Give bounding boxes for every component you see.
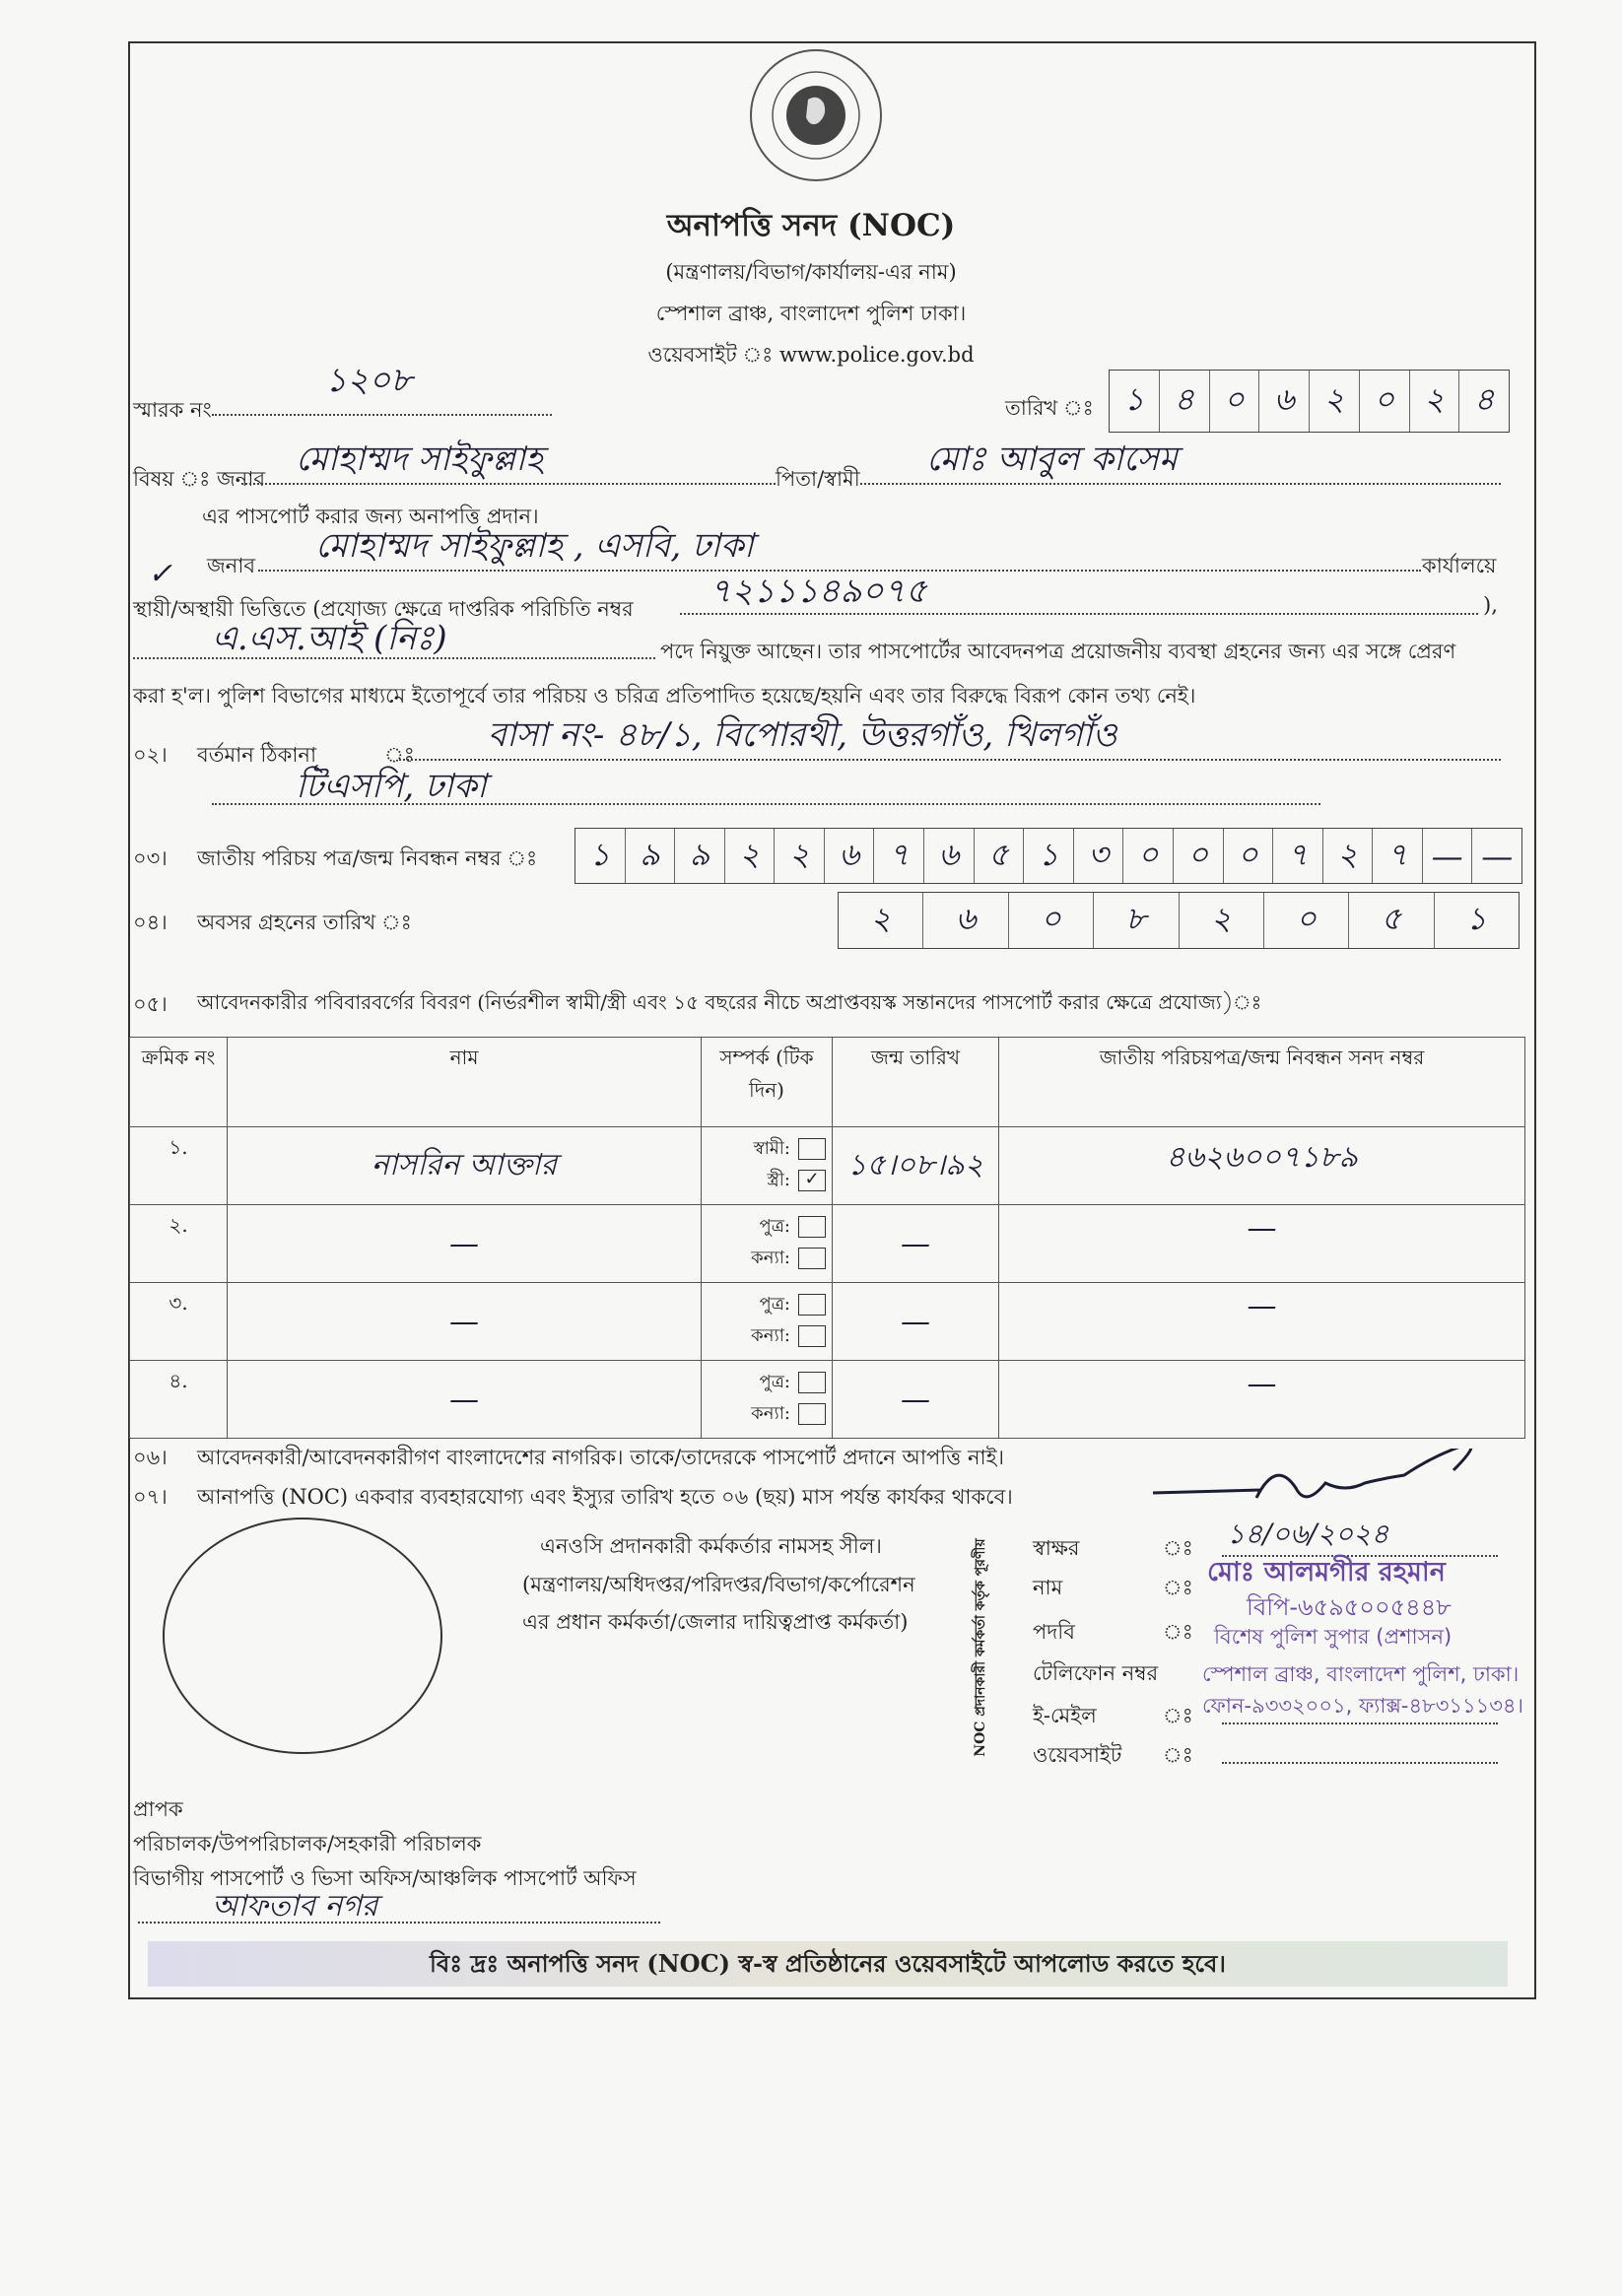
- office-value: মোহাম্মদ সাইফুল্লাহ , এসবি, ঢাকা: [315, 526, 754, 566]
- dob: —: [833, 1205, 999, 1283]
- digit-box: ৭: [1373, 829, 1423, 883]
- subject-label: বিষয় ঃ জনাব: [133, 467, 266, 491]
- dob: ১৫।০৮।৯২: [833, 1127, 999, 1205]
- office-suffix: কার্যালয়ে: [1422, 554, 1497, 577]
- father-label: পিতা/স্বামী: [776, 463, 860, 498]
- digit-box: ২: [839, 893, 923, 948]
- seal-line-1: এনওসি প্রদানকারী কর্মকর্তার নামসহ সীল।: [540, 1534, 882, 1558]
- member-name: —: [228, 1361, 702, 1439]
- col-name: নাম: [228, 1038, 702, 1127]
- website-line-field: [1222, 1762, 1498, 1764]
- relation-2-checkbox[interactable]: ✓: [798, 1170, 826, 1191]
- digit-box: ২: [1410, 371, 1460, 432]
- digit-box: ৭: [1273, 829, 1323, 883]
- dob: —: [833, 1283, 999, 1361]
- post-value: এ.এস.আই (নিঃ): [212, 619, 447, 658]
- issue-date-boxes: [1109, 370, 1510, 433]
- digit-box: ১: [1465, 900, 1487, 937]
- seal-line-2: (মন্ত্রণালয়/অধিদপ্তর/পরিদপ্তর/বিভাগ/কর্পোরেশন: [522, 1573, 915, 1596]
- digit-box: ৯: [675, 829, 725, 883]
- signature-label: স্বাক্ষর: [1033, 1536, 1080, 1560]
- clause-06-num: ০৬।: [133, 1446, 168, 1469]
- phone-label: টেলিফোন নম্বর: [1033, 1661, 1159, 1685]
- relation-1-checkbox[interactable]: [798, 1216, 826, 1238]
- date-label: তারিখ ঃ: [1005, 396, 1094, 420]
- member-name: নাসরিন আক্তার: [228, 1127, 702, 1205]
- stamp-phone: ফোন-৯৩৩২০০১, ফ্যাক্স-৪৮৩১১১৩৪।: [1202, 1694, 1524, 1718]
- col-nid: জাতীয় পরিচয়পত্র/জন্ম নিবন্ধন সনদ নম্বর: [999, 1038, 1525, 1127]
- basis-text: স্থায়ী/অস্থায়ী ভিত্তিতে (প্রযোজ্য ক্ষেত্রে দাপ্তরিক পরিচিতি নম্বর: [133, 597, 634, 621]
- seal-circle: [163, 1518, 442, 1754]
- digit-box: ০: [1360, 371, 1410, 432]
- digit-box: —: [1481, 837, 1514, 875]
- member-nid: ৪৬২৬০০৭১৮৯: [999, 1127, 1525, 1205]
- ministry-placeholder: (মন্ত্রণালয়/বিভাগ/কার্যালয়-এর নাম): [665, 260, 957, 284]
- name-label: নাম: [1033, 1576, 1063, 1599]
- memo-number: ১২০৮: [325, 361, 413, 400]
- recipient-title: পরিচালক/উপপরিচালক/সহকারী পরিচালক: [133, 1832, 482, 1856]
- document-title: অনাপত্তি সনদ (NOC): [666, 208, 956, 243]
- digit-box: ০: [1224, 829, 1274, 883]
- digit-box: ০: [1009, 893, 1094, 948]
- website-label: ওয়েবসাইট: [1033, 1743, 1122, 1767]
- stamp-name: মোঃ আলমগীর রহমান: [1207, 1557, 1446, 1587]
- relation-2-checkbox[interactable]: [798, 1248, 826, 1269]
- address-label: বর্তমান ঠিকানা: [197, 743, 317, 767]
- email-label: ই-মেইল: [1033, 1704, 1097, 1727]
- serial: ২.: [130, 1205, 228, 1283]
- relation-1-checkbox[interactable]: [798, 1294, 826, 1316]
- digit-box: ১: [1024, 829, 1074, 883]
- relation-2-checkbox[interactable]: [798, 1403, 826, 1425]
- table-row: [130, 1361, 1525, 1439]
- digit-box: ৯: [626, 829, 676, 883]
- relation-2-label: কন্যা:: [751, 1325, 790, 1346]
- colon: ঃ: [1163, 1704, 1193, 1727]
- digit-box: ৬: [1259, 371, 1310, 432]
- colon: ঃ: [1163, 1576, 1193, 1599]
- stamp-bp: বিপি-৬৫৯৫০০৫৪৪৮: [1247, 1593, 1452, 1621]
- government-emblem: [745, 44, 887, 186]
- relation-1-checkbox[interactable]: [798, 1138, 826, 1160]
- digit-box: ১: [575, 829, 626, 883]
- office-name: স্পেশাল ব্রাঞ্চ, বাংলাদেশ পুলিশ ঢাকা।: [655, 302, 967, 325]
- digit-box: ৮: [1094, 893, 1179, 948]
- relation-2-label: কন্যা:: [751, 1248, 790, 1268]
- digit-box: ৪: [1473, 380, 1495, 418]
- official-id: ৭২১১১৪৯০৭৫: [710, 572, 927, 611]
- digit-box: ৭: [874, 829, 924, 883]
- clause-07-text: আনাপত্তি (NOC) একবার ব্যবহারযোগ্য এবং ইস্যুর তারিখ হতে ০৬ (ছয়) মাস পর্যন্ত কার্যকর থাকবে।: [197, 1485, 1013, 1509]
- colon: ঃ: [1163, 1620, 1193, 1644]
- table-row: [130, 1283, 1525, 1361]
- member-nid: —: [999, 1361, 1525, 1439]
- digit-box: ০: [1264, 893, 1349, 948]
- digit-box: ৫: [1349, 893, 1434, 948]
- post-text: পদে নিয়ুক্ত আছেন। তার পাসপোর্টের আবেদনপত্র প্রয়োজনীয় ব্যবস্থা গ্রহনের জন্য এর সঙ্গে প্রেরণ: [660, 640, 1456, 663]
- table-row: [130, 1127, 1525, 1205]
- check-mark: ✓: [148, 557, 173, 591]
- memo-line: [212, 414, 552, 416]
- website-line: ওয়েবসাইট ঃ www.police.gov.bd: [647, 343, 975, 367]
- digit-box: ১: [1110, 371, 1160, 432]
- colon: ঃ: [1163, 1536, 1193, 1560]
- janab-label: জনাব: [207, 554, 256, 577]
- retire-label: অবসর গ্রহনের তারিখ ঃ: [197, 911, 412, 934]
- dob: —: [833, 1361, 999, 1439]
- digit-box: ৬: [923, 893, 1008, 948]
- footer-note: বিঃ দ্রঃ অনাপত্তি সনদ (NOC) স্ব-স্ব প্রতিষ্ঠানের ওয়েবসাইটে আপলোড করতে হবে।: [148, 1941, 1508, 1987]
- col-relation: সম্পর্ক (টিক দিন): [702, 1038, 833, 1127]
- digit-box: ০: [1174, 829, 1224, 883]
- nid-boxes: [574, 828, 1522, 884]
- retire-num: ০৪।: [133, 911, 168, 934]
- signature-date: ১৪/০৬/২০২৪: [1227, 1518, 1389, 1550]
- digit-box: ০: [1123, 829, 1174, 883]
- stamp-office: স্পেশাল ব্রাঞ্চ, বাংলাদেশ পুলিশ, ঢাকা।: [1202, 1662, 1520, 1686]
- clause-07-num: ০৭।: [133, 1485, 168, 1509]
- relation-2-label: স্ত্রী:: [767, 1170, 790, 1190]
- serial: ৩.: [130, 1283, 228, 1361]
- vertical-note: NOC প্রদানকারী কর্মকর্তা কর্তৃক পূরণীয়: [973, 1538, 988, 1757]
- digit-box: ৩: [1074, 829, 1124, 883]
- relation-1-label: পুত্র:: [759, 1216, 790, 1237]
- relation-1-label: পুত্র:: [759, 1372, 790, 1392]
- member-name: —: [228, 1283, 702, 1361]
- digit-box: ২: [1323, 829, 1374, 883]
- col-serial: ক্রমিক নং: [130, 1038, 228, 1127]
- digit-box: ৬: [825, 829, 875, 883]
- nid-label: জাতীয় পরিচয় পত্র/জন্ম নিবন্ধন নম্বর ঃ: [197, 846, 538, 870]
- seal-line-3: এর প্রধান কর্মকর্তা/জেলার দায়িত্বপ্রাপ্ত কর্মকর্তা): [522, 1610, 909, 1634]
- digit-box: ২: [725, 829, 776, 883]
- relation-1-checkbox[interactable]: [798, 1372, 826, 1393]
- clause-06-text: আবেদনকারী/আবেদনকারীগণ বাংলাদেশের নাগরিক। তাকে/তাদেরকে পাসপোর্ট প্রদানে আপত্তি নাই।: [197, 1446, 1005, 1469]
- relation-2-checkbox[interactable]: [798, 1325, 826, 1347]
- relation-1-label: পুত্র:: [759, 1294, 790, 1315]
- table-row: [130, 1205, 1525, 1283]
- memo-label: স্মারক নং: [133, 398, 212, 422]
- digit-box: ৫: [975, 829, 1025, 883]
- recipient-office: বিভাগীয় পাসপোর্ট ও ভিসা অফিস/আঞ্চলিক পাসপোর্ট অফিস: [133, 1866, 637, 1890]
- basis-end: ),: [1483, 593, 1498, 617]
- digit-box: ২: [1180, 893, 1264, 948]
- family-num: ০৫।: [133, 992, 168, 1016]
- recipient-label: প্রাপক: [133, 1797, 183, 1821]
- retirement-date-boxes: [838, 892, 1520, 949]
- subject-line-2: এর পাসপোর্ট করার জন্য অনাপত্তি প্রদান।: [202, 505, 539, 528]
- family-label: আবেদনকারীর পবিবারবর্গের বিবরণ (নির্ভরশীল স্বামী/স্ত্রী এবং ১৫ বছরের নীচে অপ্রাপ্তবয়স্ক সন্তানদের পাসপোর্ট করার ক্ষেত্রে প্রযোজ্য)ঃ: [197, 990, 1262, 1014]
- nid-num: ০৩।: [133, 846, 168, 870]
- member-name: —: [228, 1205, 702, 1283]
- recipient-line: [138, 1922, 660, 1924]
- address-num: ০২।: [133, 743, 168, 767]
- digit-box: ২: [1310, 371, 1360, 432]
- digit-box: ০: [1210, 371, 1260, 432]
- father-name: মোঃ আবুল কাসেম: [926, 439, 1178, 479]
- colon: ঃ: [1163, 1743, 1193, 1767]
- member-nid: —: [999, 1205, 1525, 1283]
- serial: ৪.: [130, 1361, 228, 1439]
- relation-1-label: স্বামী:: [753, 1138, 790, 1159]
- recipient-office-value: আফতাব নগর: [212, 1889, 378, 1924]
- applicant-name: মোহাম্মদ সাইফুল্লাহ: [296, 439, 543, 479]
- verification-text: করা হ'ল। পুলিশ বিভাগের মাধ্যমে ইতোপূর্বে তার পরিচয় ও চরিত্র প্রতিপাদিত হয়েছে/হয়নি এবং তার বিরুদ্ধে বিরূপ কোন তথ্য নেই।: [133, 684, 1196, 708]
- col-dob: জন্ম তারিখ: [833, 1038, 999, 1127]
- family-table: [129, 1037, 1525, 1439]
- address-value-2: টিএসপি, ঢাকা: [296, 767, 487, 806]
- stamp-designation: বিশেষ পুলিশ সুপার (প্রশাসন): [1214, 1625, 1453, 1649]
- digit-box: —: [1423, 829, 1473, 883]
- address-colon: ঃ: [384, 743, 415, 767]
- digit-box: ৬: [924, 829, 975, 883]
- designation-label: পদবি: [1033, 1620, 1075, 1644]
- digit-box: ২: [775, 829, 825, 883]
- serial: ১.: [130, 1127, 228, 1205]
- address-value-1: বাসা নং- ৪৮/১, বিপোরথী, উত্তরগাঁও, খিলগাঁও: [488, 715, 1117, 755]
- digit-box: ৪: [1160, 371, 1210, 432]
- relation-2-label: কন্যা:: [751, 1403, 790, 1424]
- member-nid: —: [999, 1283, 1525, 1361]
